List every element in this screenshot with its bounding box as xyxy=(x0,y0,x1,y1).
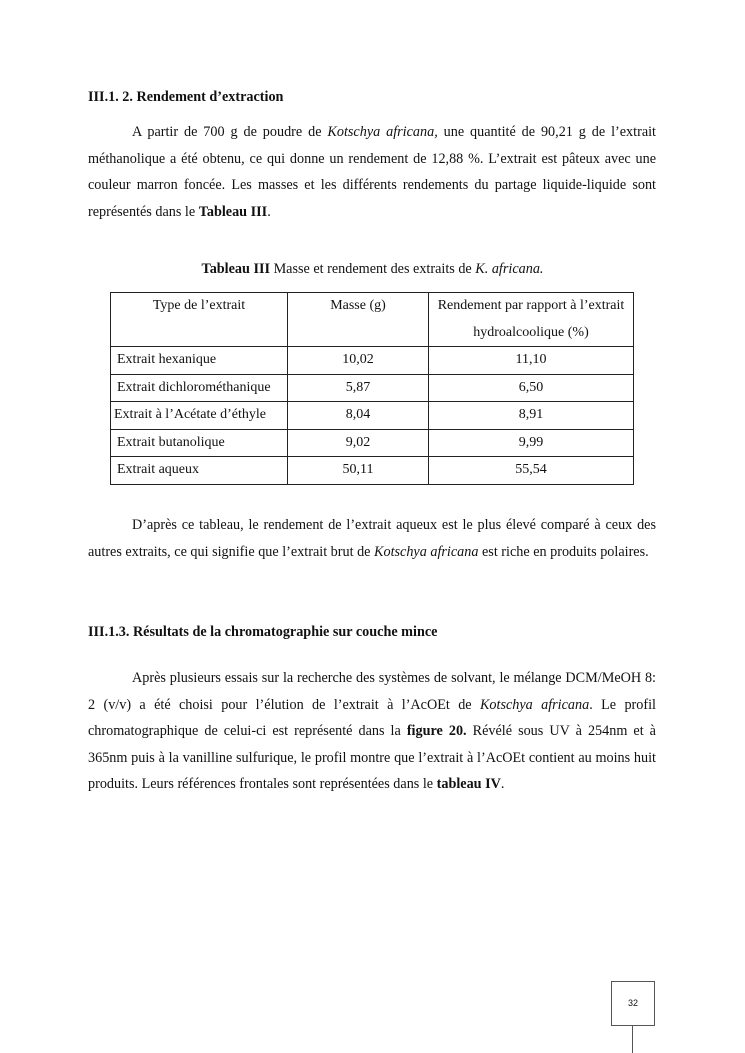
text: Après plusieurs essais sur la recherche des systèmes de solvant, le mélange DCM/MeOH 8: 2 (v/v) a été choisi pour l’élution de l’extrait à l’AcOEt de xyxy=(88,670,656,713)
cell-mass: 8,04 xyxy=(288,402,429,430)
cell-mass: 5,87 xyxy=(288,374,429,402)
cell-yield: 8,91 xyxy=(429,402,634,430)
section-heading: III.1. 2. Rendement d’extraction xyxy=(88,89,284,105)
caption-text: Masse et rendement des extraits de xyxy=(270,261,476,277)
table-row xyxy=(111,402,634,430)
table-row xyxy=(111,457,634,485)
text: est riche en produits polaires. xyxy=(478,543,649,560)
header-mass: Masse (g) xyxy=(288,293,429,347)
cell-mass: 50,11 xyxy=(288,457,429,485)
cell-type: Extrait aqueux xyxy=(111,457,288,485)
table-reference: Tableau III xyxy=(198,203,268,220)
cell-mass: 9,02 xyxy=(288,429,429,457)
cell-yield: 6,50 xyxy=(429,374,634,402)
text: une quantité de 90,21 g de l’extrait méthanolique a été obtenu, ce qui donne un rendement de 12,88 %. L’extrait est pâteux avec une couleur marron foncée. Les masses et les différents rendements du partage liquide-liquide sont représentés dans le xyxy=(88,124,656,220)
table-reference: tableau IV xyxy=(436,776,501,792)
table-row xyxy=(111,429,634,457)
table-row xyxy=(111,374,634,402)
cell-type: Extrait hexanique xyxy=(111,347,288,375)
cell-type: Extrait à l’Acétate d’éthyle xyxy=(111,402,288,430)
paragraph-chromatography xyxy=(88,665,656,798)
text: D’après ce tableau, le rendement de l’extrait aqueux est le plus élevé comparé à ceux des autres extraits, ce qui signifie que l’extrait brut de xyxy=(88,517,656,560)
cell-yield: 11,10 xyxy=(429,347,634,375)
text: . Le profil chromatographique de celui-ci est représenté dans la xyxy=(88,696,656,739)
species-name: Kotschya africana xyxy=(479,696,590,713)
text: Révélé sous UV à 254nm et à 365nm puis à la vanilline sulfurique, le profil montre que l’extrait à l’AcOEt contient au moins huit produits. Leurs références frontales sont représentées dans le xyxy=(88,723,656,792)
paragraph-extraction xyxy=(88,119,656,225)
caption-species: K. africana. xyxy=(475,261,544,277)
caption-label: Tableau III xyxy=(201,261,271,277)
cell-type: Extrait dichlorométhanique xyxy=(111,374,288,402)
cell-type: Extrait butanolique xyxy=(111,429,288,457)
cell-yield: 9,99 xyxy=(429,429,634,457)
cell-mass: 10,02 xyxy=(288,347,429,375)
text: . xyxy=(267,203,271,220)
species-name: Kotschya africana, xyxy=(327,124,438,140)
page-number: 32 xyxy=(611,981,655,1026)
table-header-row xyxy=(111,293,634,347)
paragraph-analysis xyxy=(88,512,656,565)
extraction-yield-table xyxy=(110,292,634,485)
table-row xyxy=(111,347,634,375)
cell-yield: 55,54 xyxy=(429,457,634,485)
section-heading: III.1.3. Résultats de la chromatographie sur couche mince xyxy=(88,624,438,640)
text: . xyxy=(500,776,505,792)
header-type: Type de l’extrait xyxy=(111,293,288,347)
page-number-line xyxy=(632,1025,633,1053)
table-caption xyxy=(0,261,745,278)
figure-reference: figure 20. xyxy=(406,723,467,739)
header-yield: Rendement par rapport à l’extrait hydroalcoolique (%) xyxy=(429,293,634,347)
text: A partir de 700 g de poudre de xyxy=(132,124,328,140)
species-name: Kotschya africana xyxy=(374,543,479,560)
